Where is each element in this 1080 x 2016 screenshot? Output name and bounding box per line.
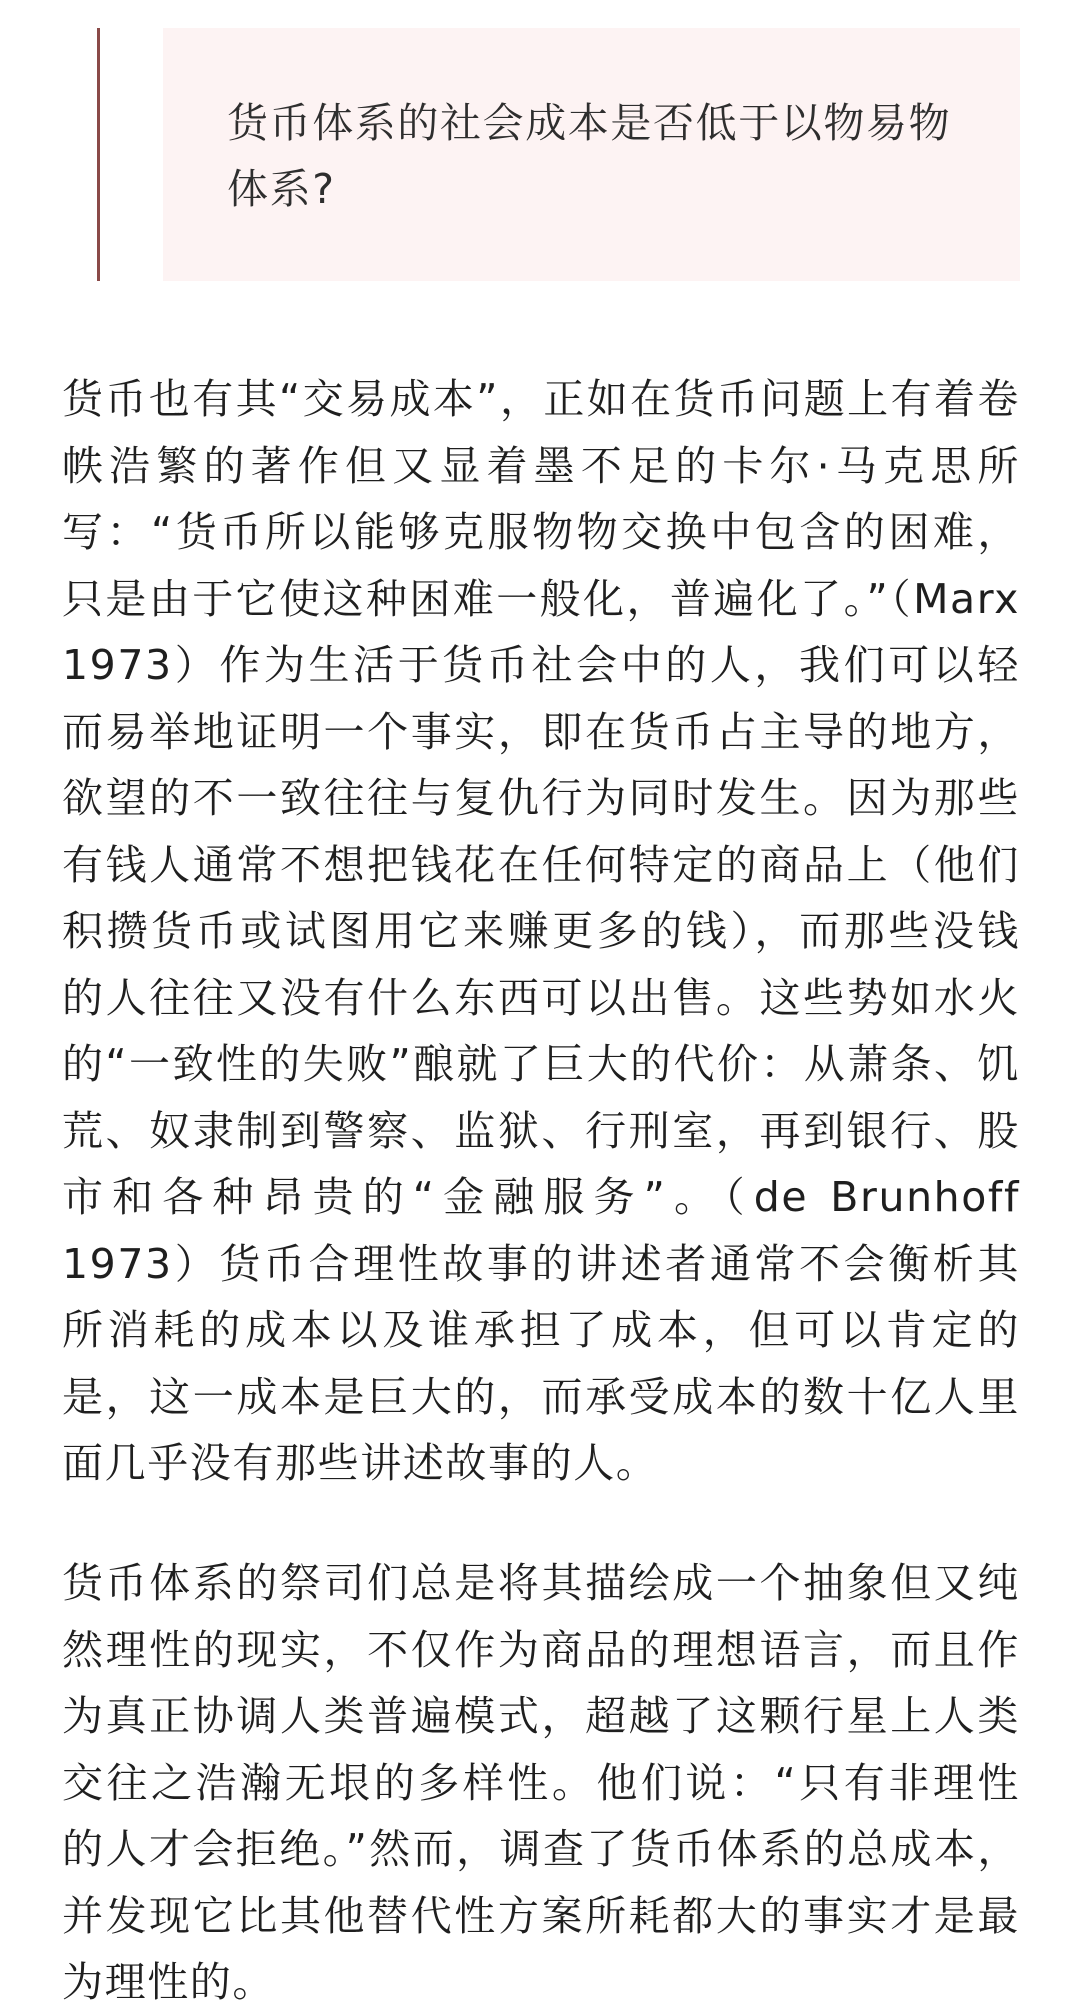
blockquote-text: 货币体系的社会成本是否低于以物易物体系?: [227, 99, 952, 213]
paragraph-1: 货币也有其“交易成本”，正如在货币问题上有着卷帙浩繁的著作但又显着墨不足的卡尔·马克思所写：“货币所以能够克服物物交换中包含的困难，只是由于它使这种困难一般化，普遍化了。”（Marx 1973）作为生活于货币社会中的人，我们可以轻而易举地证明一个事实，即在货币占主导的地方，欲望的不一致往往与复仇行为同时发生。因为那些有钱人通常不想把钱花在任何特定的商品上（他们积攒货币或试图用它来赚更多的钱），而那些没钱的人往往又没有什么东西可以出售。这些势如水火的“一致性的失败”酿就了巨大的代价：从萧条、饥荒、奴隶制到警察、监狱、行刑室，再到银行、股市和各种昂贵的“金融服务”。（de Brunhoff 1973）货币合理性故事的讲述者通常不会衡析其所消耗的成本以及谁承担了成本，但可以肯定的是，这一成本是巨大的，而承受成本的数十亿人里面几乎没有那些讲述故事的人。: [62, 375, 1020, 1487]
blockquote-rule: [97, 28, 100, 281]
paragraph-2: 货币体系的祭司们总是将其描绘成一个抽象但又纯然理性的现实，不仅作为商品的理想语言，而且作为真正协调人类普遍模式，超越了这颗行星上人类交往之浩瀚无垠的多样性。他们说：“只有非理性的人才会拒绝。”然而，调查了货币体系的总成本，并发现它比其他替代性方案所耗都大的事实才是最为理性的。: [62, 1559, 1020, 2006]
blockquote: [163, 28, 1020, 281]
